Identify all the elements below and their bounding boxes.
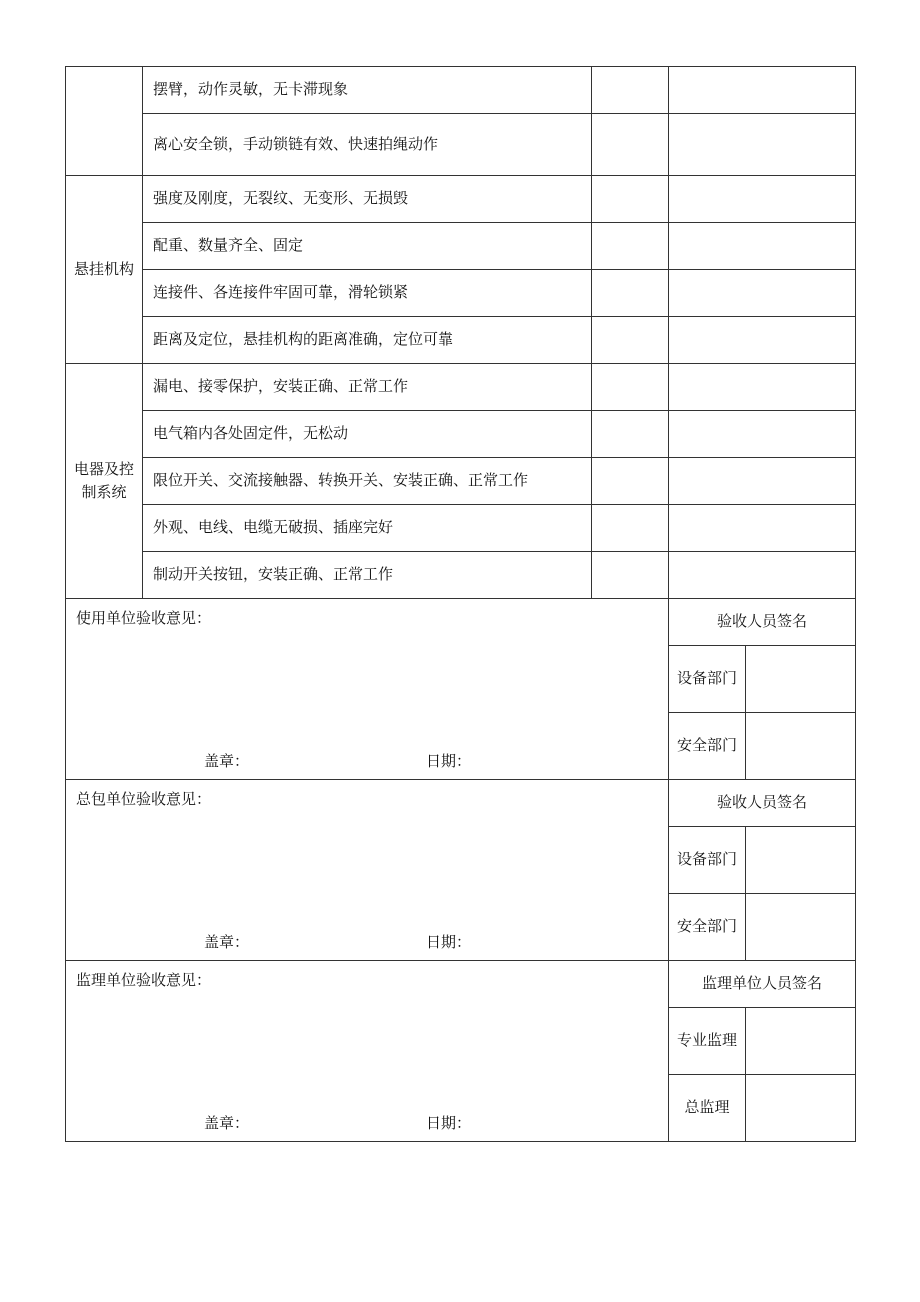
signature-title: 监理单位人员签名 bbox=[669, 961, 856, 1008]
category-cell bbox=[66, 67, 143, 176]
category-cell: 悬挂机构 bbox=[66, 176, 143, 364]
table-row bbox=[66, 505, 856, 552]
remark-cell[interactable] bbox=[669, 176, 856, 223]
table-row bbox=[66, 223, 856, 270]
result-cell[interactable] bbox=[592, 270, 669, 317]
result-cell[interactable] bbox=[592, 505, 669, 552]
dept-label: 安全部门 bbox=[669, 713, 746, 780]
table-row bbox=[66, 458, 856, 505]
result-cell[interactable] bbox=[592, 552, 669, 599]
table-row bbox=[66, 317, 856, 364]
remark-cell[interactable] bbox=[669, 458, 856, 505]
check-item: 制动开关按钮，安装正确、正常工作 bbox=[143, 552, 592, 599]
remark-cell[interactable] bbox=[669, 223, 856, 270]
result-cell[interactable] bbox=[592, 317, 669, 364]
date-label: 日期： bbox=[426, 751, 472, 770]
signature-title: 验收人员签名 bbox=[669, 599, 856, 646]
remark-cell[interactable] bbox=[669, 317, 856, 364]
table-row bbox=[66, 599, 856, 646]
check-item: 摆臂，动作灵敏，无卡滞现象 bbox=[143, 67, 592, 114]
signature-cell[interactable] bbox=[746, 1008, 856, 1075]
remark-cell[interactable] bbox=[669, 505, 856, 552]
date-label: 日期： bbox=[426, 1113, 472, 1132]
table-row bbox=[66, 67, 856, 114]
contractor-opinion[interactable] bbox=[66, 780, 669, 961]
check-item: 距离及定位，悬挂机构的距离准确，定位可靠 bbox=[143, 317, 592, 364]
check-item: 漏电、接零保护，安装正确、正常工作 bbox=[143, 364, 592, 411]
dept-label: 设备部门 bbox=[669, 827, 746, 894]
result-cell[interactable] bbox=[592, 114, 669, 176]
check-item: 电气箱内各处固定件，无松动 bbox=[143, 411, 592, 458]
remark-cell[interactable] bbox=[669, 67, 856, 114]
category-cell: 电器及控制系统 bbox=[66, 364, 143, 599]
check-item: 离心安全锁，手动锁链有效、快速拍绳动作 bbox=[143, 114, 592, 176]
opinion-label: 总包单位验收意见： bbox=[76, 790, 212, 808]
table-row bbox=[66, 780, 856, 827]
signature-cell[interactable] bbox=[746, 646, 856, 713]
signature-title: 验收人员签名 bbox=[669, 780, 856, 827]
result-cell[interactable] bbox=[592, 364, 669, 411]
opinion-label: 监理单位验收意见： bbox=[76, 971, 212, 989]
check-item: 外观、电线、电缆无破损、插座完好 bbox=[143, 505, 592, 552]
signature-cell[interactable] bbox=[746, 894, 856, 961]
table-row bbox=[66, 961, 856, 1008]
table-row bbox=[66, 270, 856, 317]
date-label: 日期： bbox=[426, 932, 472, 951]
check-item: 配重、数量齐全、固定 bbox=[143, 223, 592, 270]
remark-cell[interactable] bbox=[669, 114, 856, 176]
result-cell[interactable] bbox=[592, 176, 669, 223]
user-unit-opinion[interactable] bbox=[66, 599, 669, 780]
dept-label: 专业监理 bbox=[669, 1008, 746, 1075]
result-cell[interactable] bbox=[592, 67, 669, 114]
dept-label: 设备部门 bbox=[669, 646, 746, 713]
remark-cell[interactable] bbox=[669, 270, 856, 317]
table-row bbox=[66, 552, 856, 599]
inspection-table bbox=[65, 66, 856, 1142]
dept-label: 总监理 bbox=[669, 1075, 746, 1142]
supervisor-opinion[interactable] bbox=[66, 961, 669, 1142]
signature-cell[interactable] bbox=[746, 713, 856, 780]
remark-cell[interactable] bbox=[669, 411, 856, 458]
table-row bbox=[66, 114, 856, 176]
dept-label: 安全部门 bbox=[669, 894, 746, 961]
inspection-form bbox=[65, 66, 855, 1142]
check-item: 限位开关、交流接触器、转换开关、安装正确、正常工作 bbox=[143, 458, 592, 505]
opinion-label: 使用单位验收意见： bbox=[76, 609, 212, 627]
remark-cell[interactable] bbox=[669, 364, 856, 411]
stamp-label: 盖章： bbox=[204, 1113, 250, 1132]
signature-cell[interactable] bbox=[746, 1075, 856, 1142]
table-row bbox=[66, 364, 856, 411]
result-cell[interactable] bbox=[592, 223, 669, 270]
stamp-label: 盖章： bbox=[204, 932, 250, 951]
signature-cell[interactable] bbox=[746, 827, 856, 894]
table-row bbox=[66, 176, 856, 223]
stamp-label: 盖章： bbox=[204, 751, 250, 770]
result-cell[interactable] bbox=[592, 458, 669, 505]
check-item: 连接件、各连接件牢固可靠，滑轮锁紧 bbox=[143, 270, 592, 317]
check-item: 强度及刚度，无裂纹、无变形、无损毁 bbox=[143, 176, 592, 223]
table-row bbox=[66, 411, 856, 458]
remark-cell[interactable] bbox=[669, 552, 856, 599]
result-cell[interactable] bbox=[592, 411, 669, 458]
